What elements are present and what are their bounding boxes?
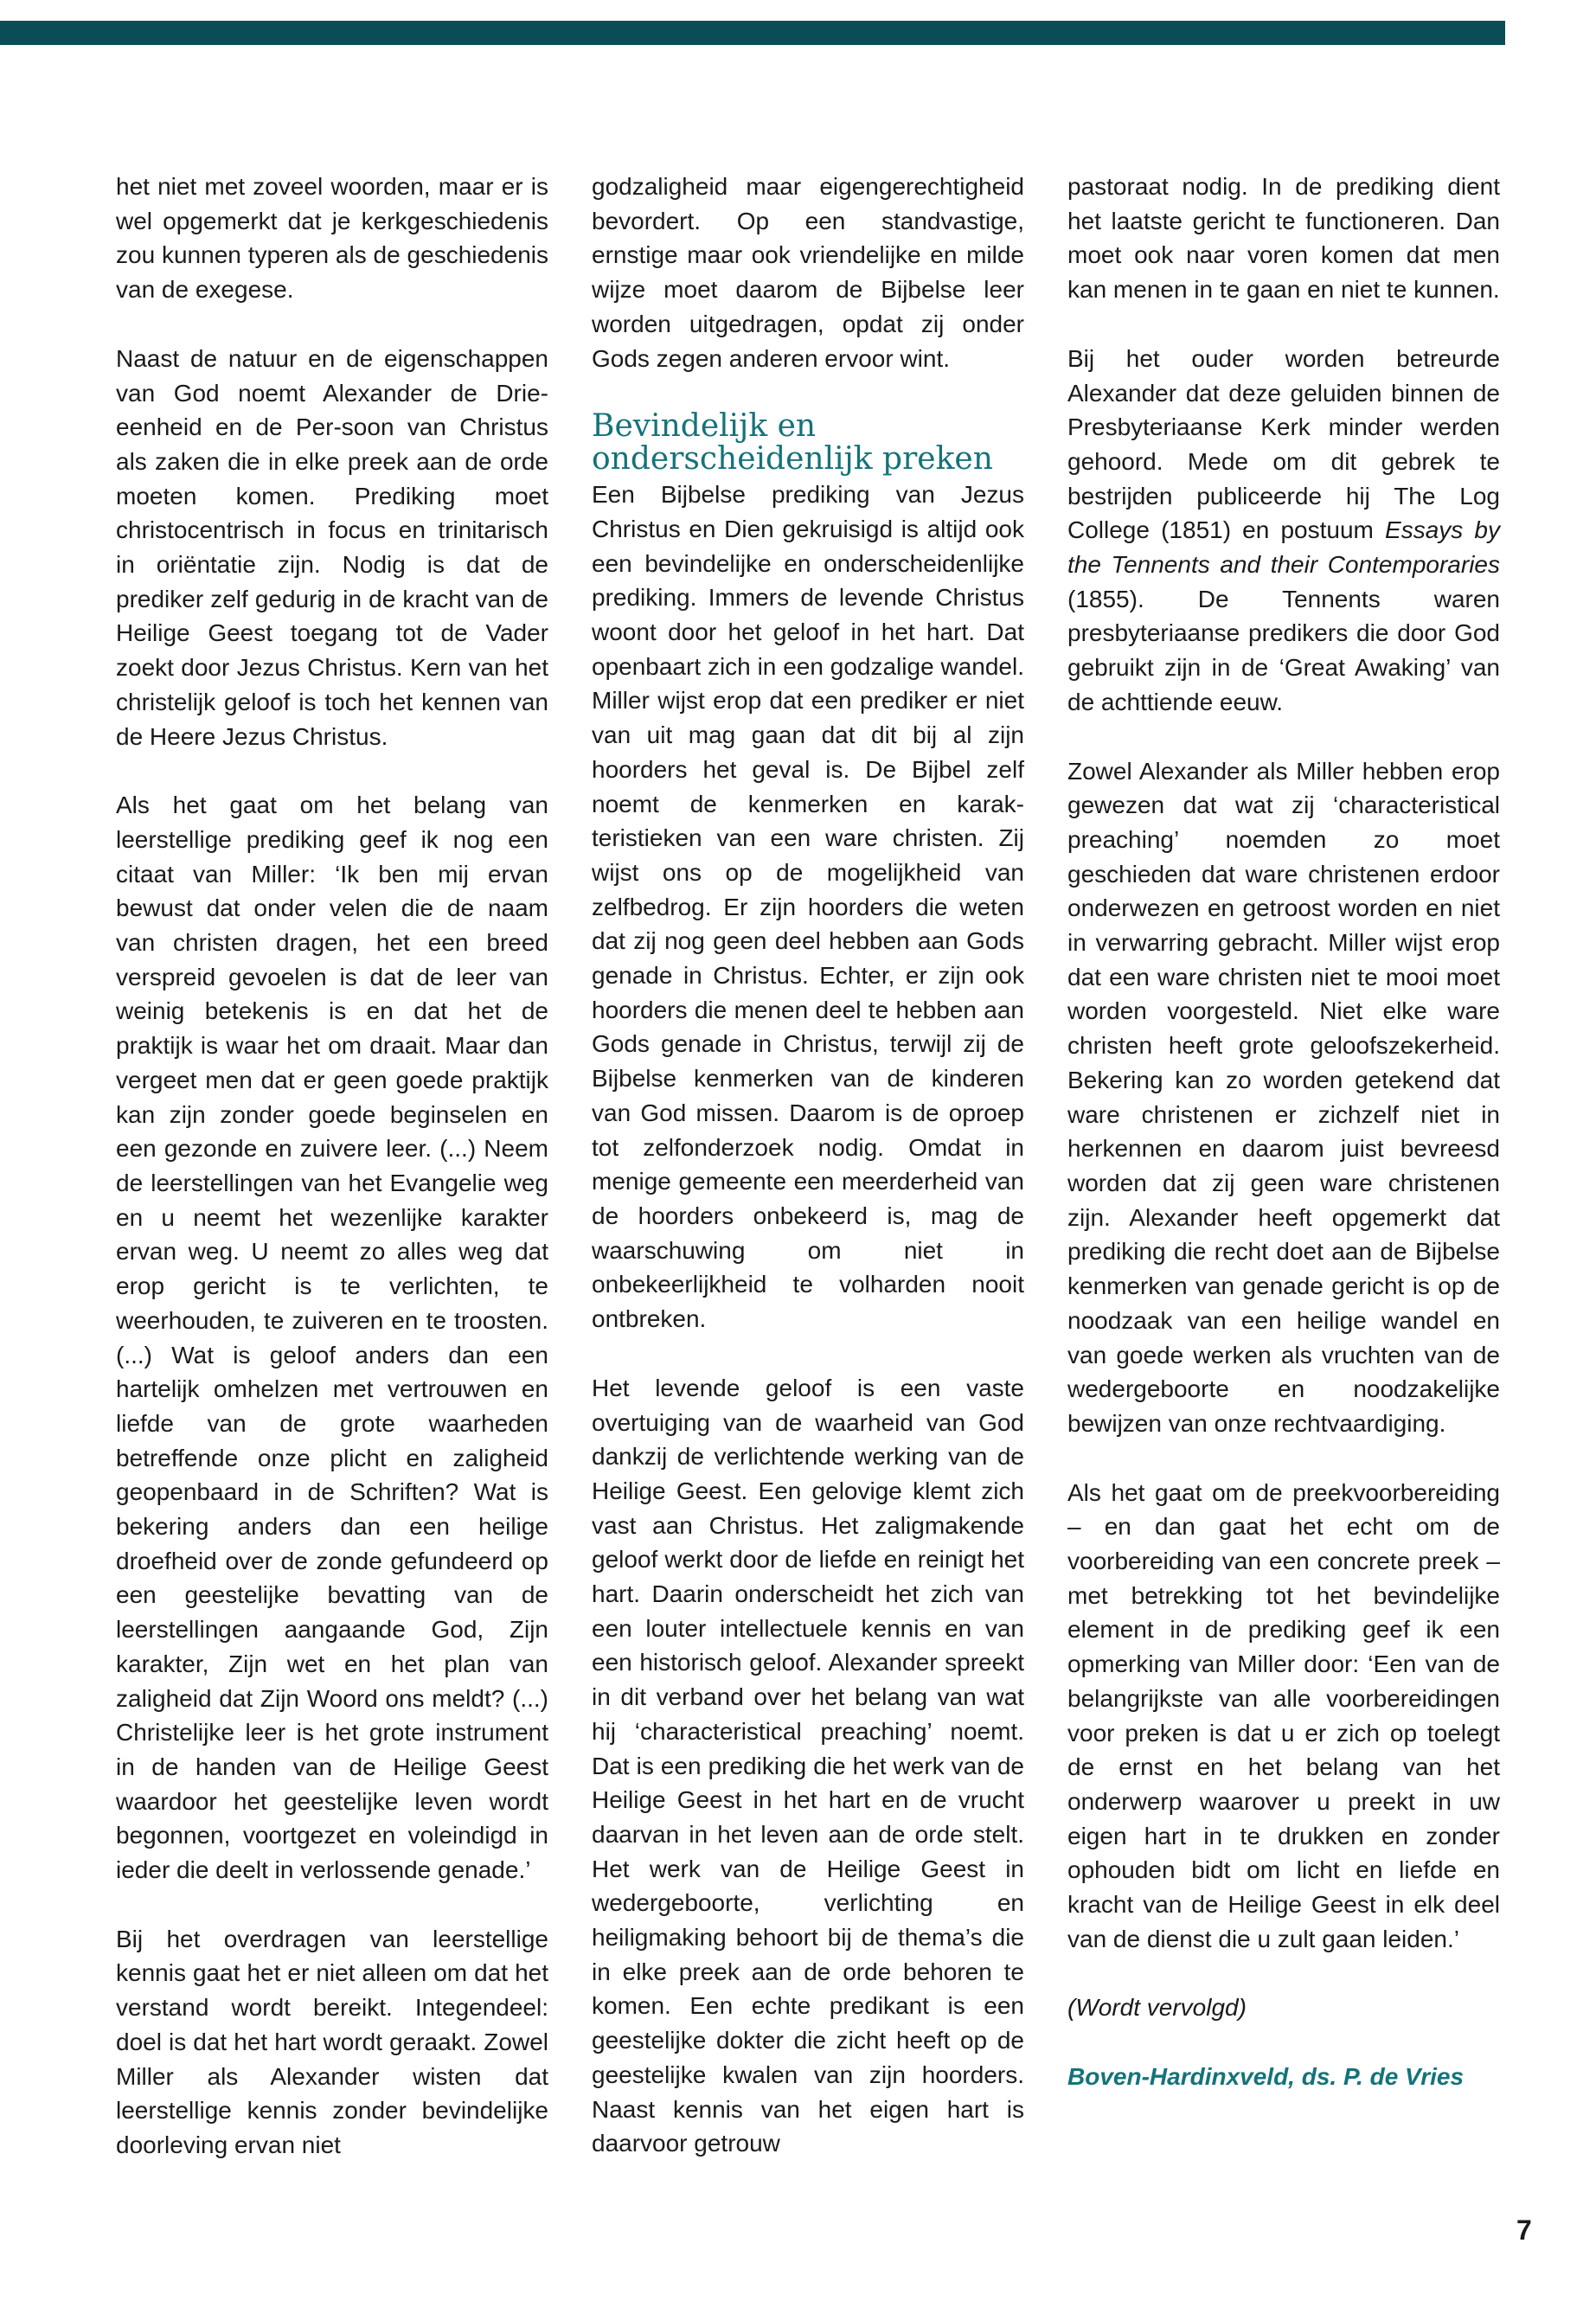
col3-paragraph-2 (1067, 342, 1500, 720)
col3-paragraph-1: pastoraat nodig. In de prediking dient het laatste gericht te functioneren. Dan moet ook naar voren komen dat men kan menen in te gaan en niet te kunnen. (1067, 173, 1500, 304)
book-title: Essays by the Tennents and their Contemporaries (1067, 516, 1500, 579)
column-1 (116, 170, 548, 2163)
col3-paragraph-4: Als het gaat om de preekvoorbereiding – en dan gaat het echt om de voorbereiding van een concrete preek – met betrekking tot het bevindelijke element in de prediking geef ik een opmerking van Miller door: ‘Een van de belangrijkste van alle voorbereidingen voor preken is dat u er zich op toelegt de ernst en het belang van het onderwerp waarover u preekt in uw eigen hart in te drukken en zonder ophouden bidt om licht en liefde en kracht van de Heilige Geest in elk deel van de dienst die u zult gaan leiden.’ (1067, 1478, 1500, 1952)
col2-paragraph-2: Een Bijbelse prediking van Jezus Christus en Dien gekruisigd is altijd ook een bevindelijke en onderscheidenlijke prediking. Immers de levende Christus woont door het geloof in het hart. Dat openbaart zich in een godzalige wandel. Miller wijst erop dat een prediker er niet van uit mag gaan dat dit bij al zijn hoorders het geval is. De Bijbel zelf noemt de kenmerken en karak-teristieken van een ware christen. Zij wijst ons op de mogelijkheid van zelfbedrog. Er zijn hoorders die weten dat zij nog geen deel hebben aan Gods genade in Christus. Echter, er zijn ook hoorders die menen deel te hebben aan Gods genade in Christus, terwijl zij de Bijbelse kenmerken van de kinderen van God missen. Daarom is de oproep tot zelfonderzoek nodig. Omdat in menige gemeente een meerderheid van de hoorders onbekeerd is, mag de waarschuwing om niet in onbekeerlijkheid te volharden nooit ontbreken. (592, 481, 1024, 1333)
col1-paragraph-2: Naast de natuur en de eigenschappen van God noemt Alexander de Drie-eenheid en de Per-soon van Christus als zaken die in elke preek aan de orde moeten komen. Prediking moet christocentrisch in focus en trinitarisch in oriëntatie zijn. Nodig is dat de prediker zelf gedurig in de kracht van de Heilige Geest toegang tot de Vader zoekt door Jezus Christus. Kern van het christelijk geloof is toch het kennen van de Heere Jezus Christus. (116, 344, 548, 750)
col1-paragraph-4: Bij het overdragen van leerstellige kennis gaat het er niet alleen om dat het verstand wordt bereikt. Integendeel: doel is dat het hart wordt geraakt. Zowel Miller als Alexander wisten dat leerstellige kennis zonder bevindelijke doorleving ervan niet (116, 1925, 548, 2158)
top-accent-bar (0, 21, 1505, 45)
col2-paragraph-3: Het levende geloof is een vaste overtuiging van de waarheid van God dankzij de verlichtende werking van de Heilige Geest. Een gelovige klemt zich vast aan Christus. Het zaligmakende geloof werkt door de liefde en reinigt het hart. Daarin onderscheidt het zich van een louter intellectuele kennis en van een historisch geloof. Alexander spreekt in dit verband over het belang van wat hij ‘characteristical preaching’ noemt. Dat is een prediking die het werk van de Heilige Geest in het hart en de vrucht daarvan in het leven aan de orde stelt. Het werk van de Heilige Geest in wedergeboorte, verlichting en heiligmaking behoort bij de thema’s die in elke preek aan de orde behoren te komen. Een echte predikant is een geestelijke dokter die zicht heeft op de geestelijke kwalen van zijn hoorders. Naast kennis van het eigen hart is daarvoor getrouw (592, 1374, 1024, 2157)
author-signature: Boven-Hardinxveld, ds. P. de Vries (1067, 2063, 1465, 2091)
col1-paragraph-3: Als het gaat om het belang van leerstellige prediking geef ik nog een citaat van Miller: ‘Ik ben mij ervan bewust dat onder velen die de naam van christen dragen, het een breed verspreid gevoelen is dat de leer van weinig betekenis is en dat het de praktijk is waar het om draait. Maar dan vergeet men dat er geen goede praktijk kan zijn zonder goede beginselen en een gezonde en zuivere leer. (...) Neem de leerstellingen van het Evangelie weg en u neemt het wezenlijke karakter ervan weg. U neemt zo alles weg dat erop gericht is te verlichten, te weerhouden, te zuiveren en te troosten. (...) Wat is geloof anders dan een hartelijk omhelzen met vertrouwen en liefde van de grote waarheden betreffende onze plicht en zaligheid geopenbaard in de Schriften? Wat is bekering anders dan een heilige droefheid over de zonde gefundeerd op een geestelijke bevatting van de leerstellingen aangaande God, Zijn karakter, Zijn wet en het plan van zaligheid dat Zijn Woord ons meldt? (...) Christelijke leer is het grote instrument in de handen van de Heilige Geest waardoor het geestelijke leven wordt begonnen, voortgezet en voleindigd in ieder die deelt in verlossende genade.’ (116, 792, 548, 1884)
page-number: 7 (1516, 2214, 1532, 2246)
section-heading: Bevindelijk en onderscheidenlijk preken (592, 408, 993, 478)
column-3 (1067, 170, 1500, 2094)
col3-paragraph-2-text-a: Bij het ouder worden betreurde Alexander dat deze geluiden binnen de Presbyteriaanse Kerk minder werden gehoord. Mede om dit gebrek te bestrijden publiceerde hij The Log College (1851) en postuum (1067, 344, 1500, 544)
column-2 (592, 170, 1024, 2161)
col1-paragraph-1: het niet met zoveel woorden, maar er is wel opgemerkt dat je kerkgeschiedenis zou kunnen typeren als de geschiedenis van de exegese. (116, 173, 548, 304)
continued-note: (Wordt vervolgd) (1067, 1994, 1247, 2022)
col3-paragraph-3: Zowel Alexander als Miller hebben erop gewezen dat wat zij ‘characteristical preaching’ noemden zo moet geschieden dat ware christenen erdoor onderwezen en getroost worden en niet in verwarring gebracht. Miller wijst erop dat een ware christen niet te mooi moet worden voorgesteld. Niet elke ware christen heeft grote geloofszekerheid. Bekering kan zo worden getekend dat ware christenen er zichzelf niet in herkennen en daarom juist bevreesd worden dat zij geen ware christenen zijn. Alexander heeft opgemerkt dat prediking die recht doet aan de Bijbelse kenmerken van genade gericht is op de noodzaak van een heilige wandel en van goede werken als vruchten van de wedergeboorte en noodzakelijke bewijzen van onze rechtvaardiging. (1067, 757, 1500, 1437)
col3-paragraph-2-text-b: (1855). De Tennents waren presbyteriaanse predikers die door God gebruikt zijn in de ‘Great Awaking’ van de achttiende eeuw. (1067, 585, 1500, 715)
col2-paragraph-1: godzaligheid maar eigengerechtigheid bevordert. Op een standvastige, ernstige maar ook vriendelijke en milde wijze moet daarom de Bijbelse leer worden uitgedragen, opdat zij onder Gods zegen anderen ervoor wint. (592, 173, 1024, 372)
